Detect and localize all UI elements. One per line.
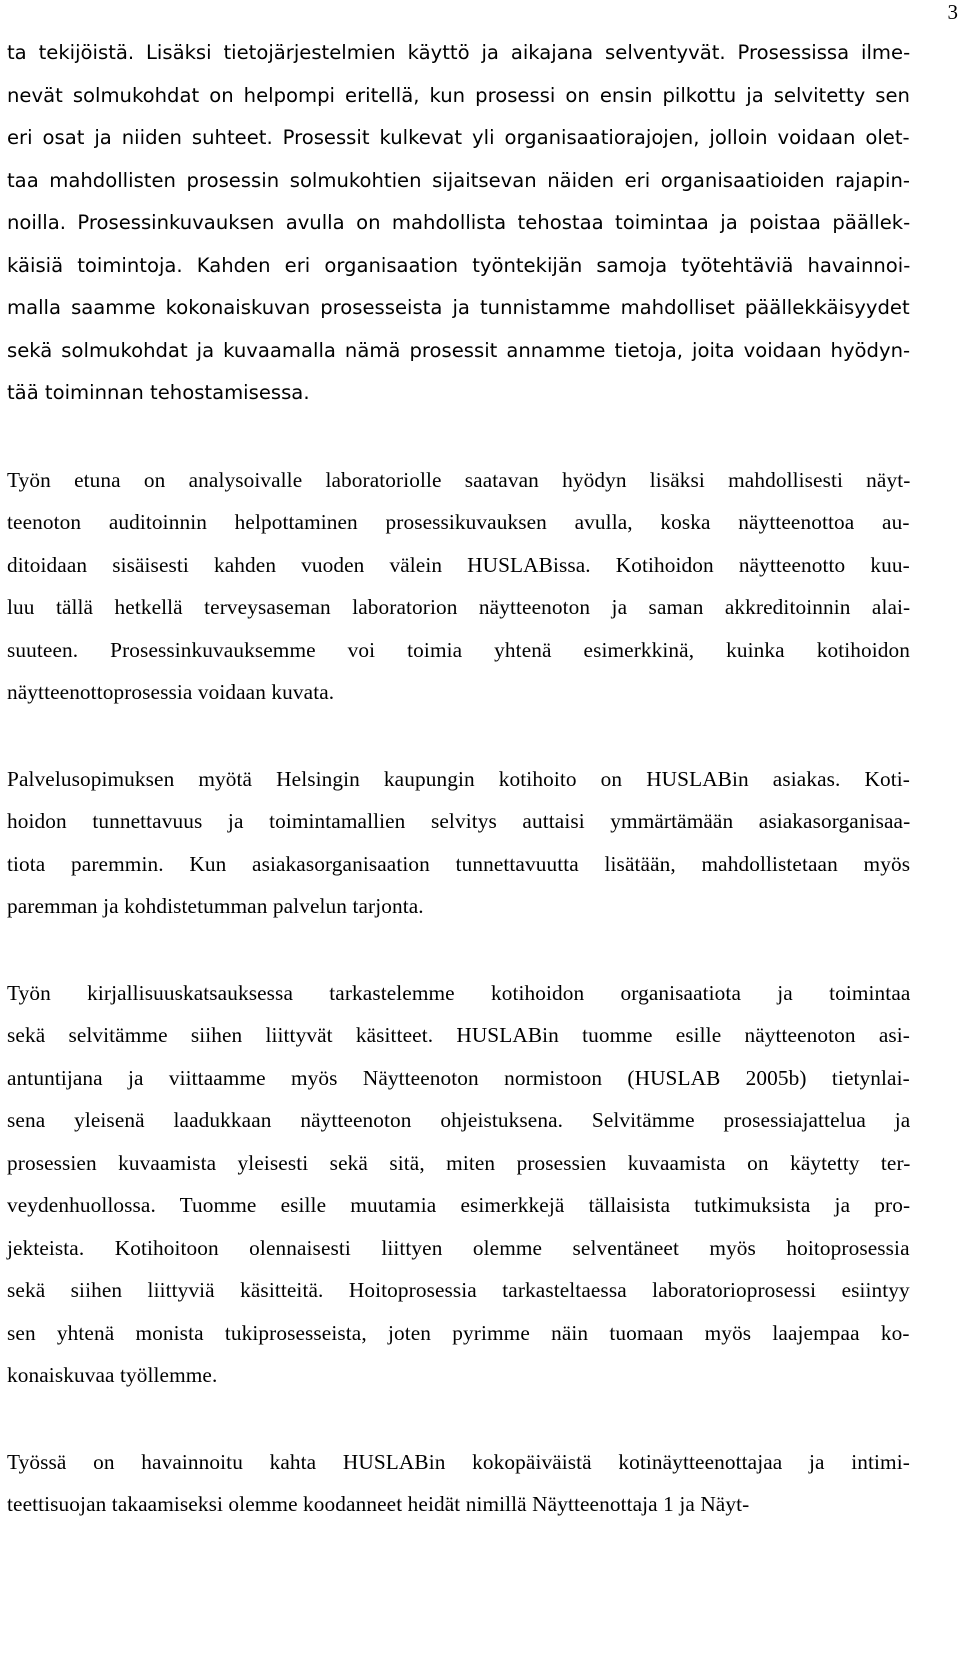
- text-line: sekä selvitämme siihen liittyvät käsitteet. HUSLABin tuomme esille näytteenoton asi-: [7, 1023, 910, 1047]
- text-line: malla saamme kokonaiskuvan prosesseista ja tunnistamme mahdolliset päällekkäisyydet: [7, 296, 910, 319]
- text-line: prosessien kuvaamista yleisesti sekä sitä, miten prosessien kuvaamista on käytetty ter-: [7, 1150, 911, 1175]
- paragraph-2: [7, 459, 910, 714]
- text-line: luu tällä hetkellä terveysaseman laboratorion näytteenoton ja saman akkreditoinnin alai-: [7, 595, 911, 619]
- text-line: ta tekijöistä. Lisäksi tietojärjestelmien käyttö ja aikajana selventyvät. Prosessissa ilme-: [7, 41, 911, 64]
- text-line: paremman ja kohdistetumman palvelun tarjonta.: [7, 894, 424, 918]
- body-text: [7, 32, 910, 1526]
- text-line: nevät solmukohdat on helpompi eritellä, kun prosessi on ensin pilkottu ja selvitetty sen: [7, 83, 910, 107]
- page-number: 3: [947, 0, 958, 24]
- text-line: ditoidaan sisäisesti kahden vuoden välein HUSLABissa. Kotihoidon näytteenotto kuu-: [7, 552, 910, 577]
- text-line: veydenhuollossa. Tuomme esille muutamia esimerkkejä tällaisista tutkimuksista ja pro-: [7, 1193, 911, 1217]
- text-line: tää toiminnan tehostamisessa.: [7, 381, 310, 404]
- text-line: Työn etuna on analysoivalle laboratoriolle saatavan hyödyn lisäksi mahdollisesti näyt-: [7, 467, 911, 492]
- text-line: Palvelusopimuksen myötä Helsingin kaupungin kotihoito on HUSLABin asiakas. Koti-: [7, 766, 910, 791]
- paragraph-3: [7, 758, 910, 928]
- text-line: hoidon tunnettavuus ja toimintamallien selvitys auttaisi ymmärtämään asiakasorganisaa-: [7, 809, 911, 833]
- text-line: näytteenottoprosessia voidaan kuvata.: [7, 680, 335, 704]
- text-line: suuteen. Prosessinkuvauksemme voi toimia yhtenä esimerkkinä, kuinka kotihoidon: [7, 637, 910, 662]
- text-line: sekä solmukohdat ja kuvaamalla nämä prosessit annamme tietoja, joita voidaan hyödyn-: [7, 338, 911, 362]
- text-line: teettisuojan takaamiseksi olemme koodanneet heidät nimillä Näytteenottaja 1 ja Näyt-: [7, 1492, 750, 1516]
- text-line: eri osat ja niiden suhteet. Prosessit kulkevat yli organisaatiorajojen, jolloin voidaan olet-: [7, 126, 910, 149]
- text-line: noilla. Prosessinkuvauksen avulla on mahdollista tehostaa toimintaa ja poistaa päällek-: [7, 211, 911, 234]
- paragraph-5: [7, 1441, 910, 1526]
- text-line: antuntijana ja viittaamme myös Näytteenoton normistoon (HUSLAB 2005b) tietynlai-: [7, 1065, 910, 1090]
- text-line: sen yhtenä monista tukiprosesseista, joten pyrimme näin tuomaan myös laajempaa ko-: [7, 1320, 910, 1345]
- text-line: konaiskuvaa työllemme.: [7, 1363, 218, 1387]
- paragraph-4: [7, 972, 910, 1397]
- text-line: taa mahdollisten prosessin solmukohtien sijaitsevan näiden eri organisaatioiden rajapin-: [7, 168, 910, 192]
- text-line: sena yleisenä laadukkaan näytteenoton ohjeistuksena. Selvitämme prosessiajattelua ja: [7, 1108, 911, 1132]
- text-line: käisiä toimintoja. Kahden eri organisaation työntekijän samoja työtehtäviä havainnoi-: [7, 253, 911, 277]
- paragraph-1: [7, 32, 910, 415]
- text-line: Työssä on havainnoitu kahta HUSLABin kokopäiväistä kotinäytteenottajaa ja intimi-: [7, 1449, 910, 1474]
- text-line: sekä siihen liittyviä käsitteitä. Hoitoprosessia tarkasteltaessa laboratorioprosessi esiintyy: [7, 1278, 910, 1302]
- text-line: Työn kirjallisuuskatsauksessa tarkastelemme kotihoidon organisaatiota ja toimintaa: [7, 980, 911, 1005]
- text-line: teenoton auditoinnin helpottaminen prosessikuvauksen avulla, koska näytteenottoa au-: [7, 510, 910, 534]
- text-line: tiota paremmin. Kun asiakasorganisaation tunnettavuutta lisätään, mahdollistetaan myös: [7, 851, 911, 876]
- text-line: jekteista. Kotihoitoon olennaisesti liittyen olemme selventäneet myös hoitoprosessia: [7, 1235, 910, 1260]
